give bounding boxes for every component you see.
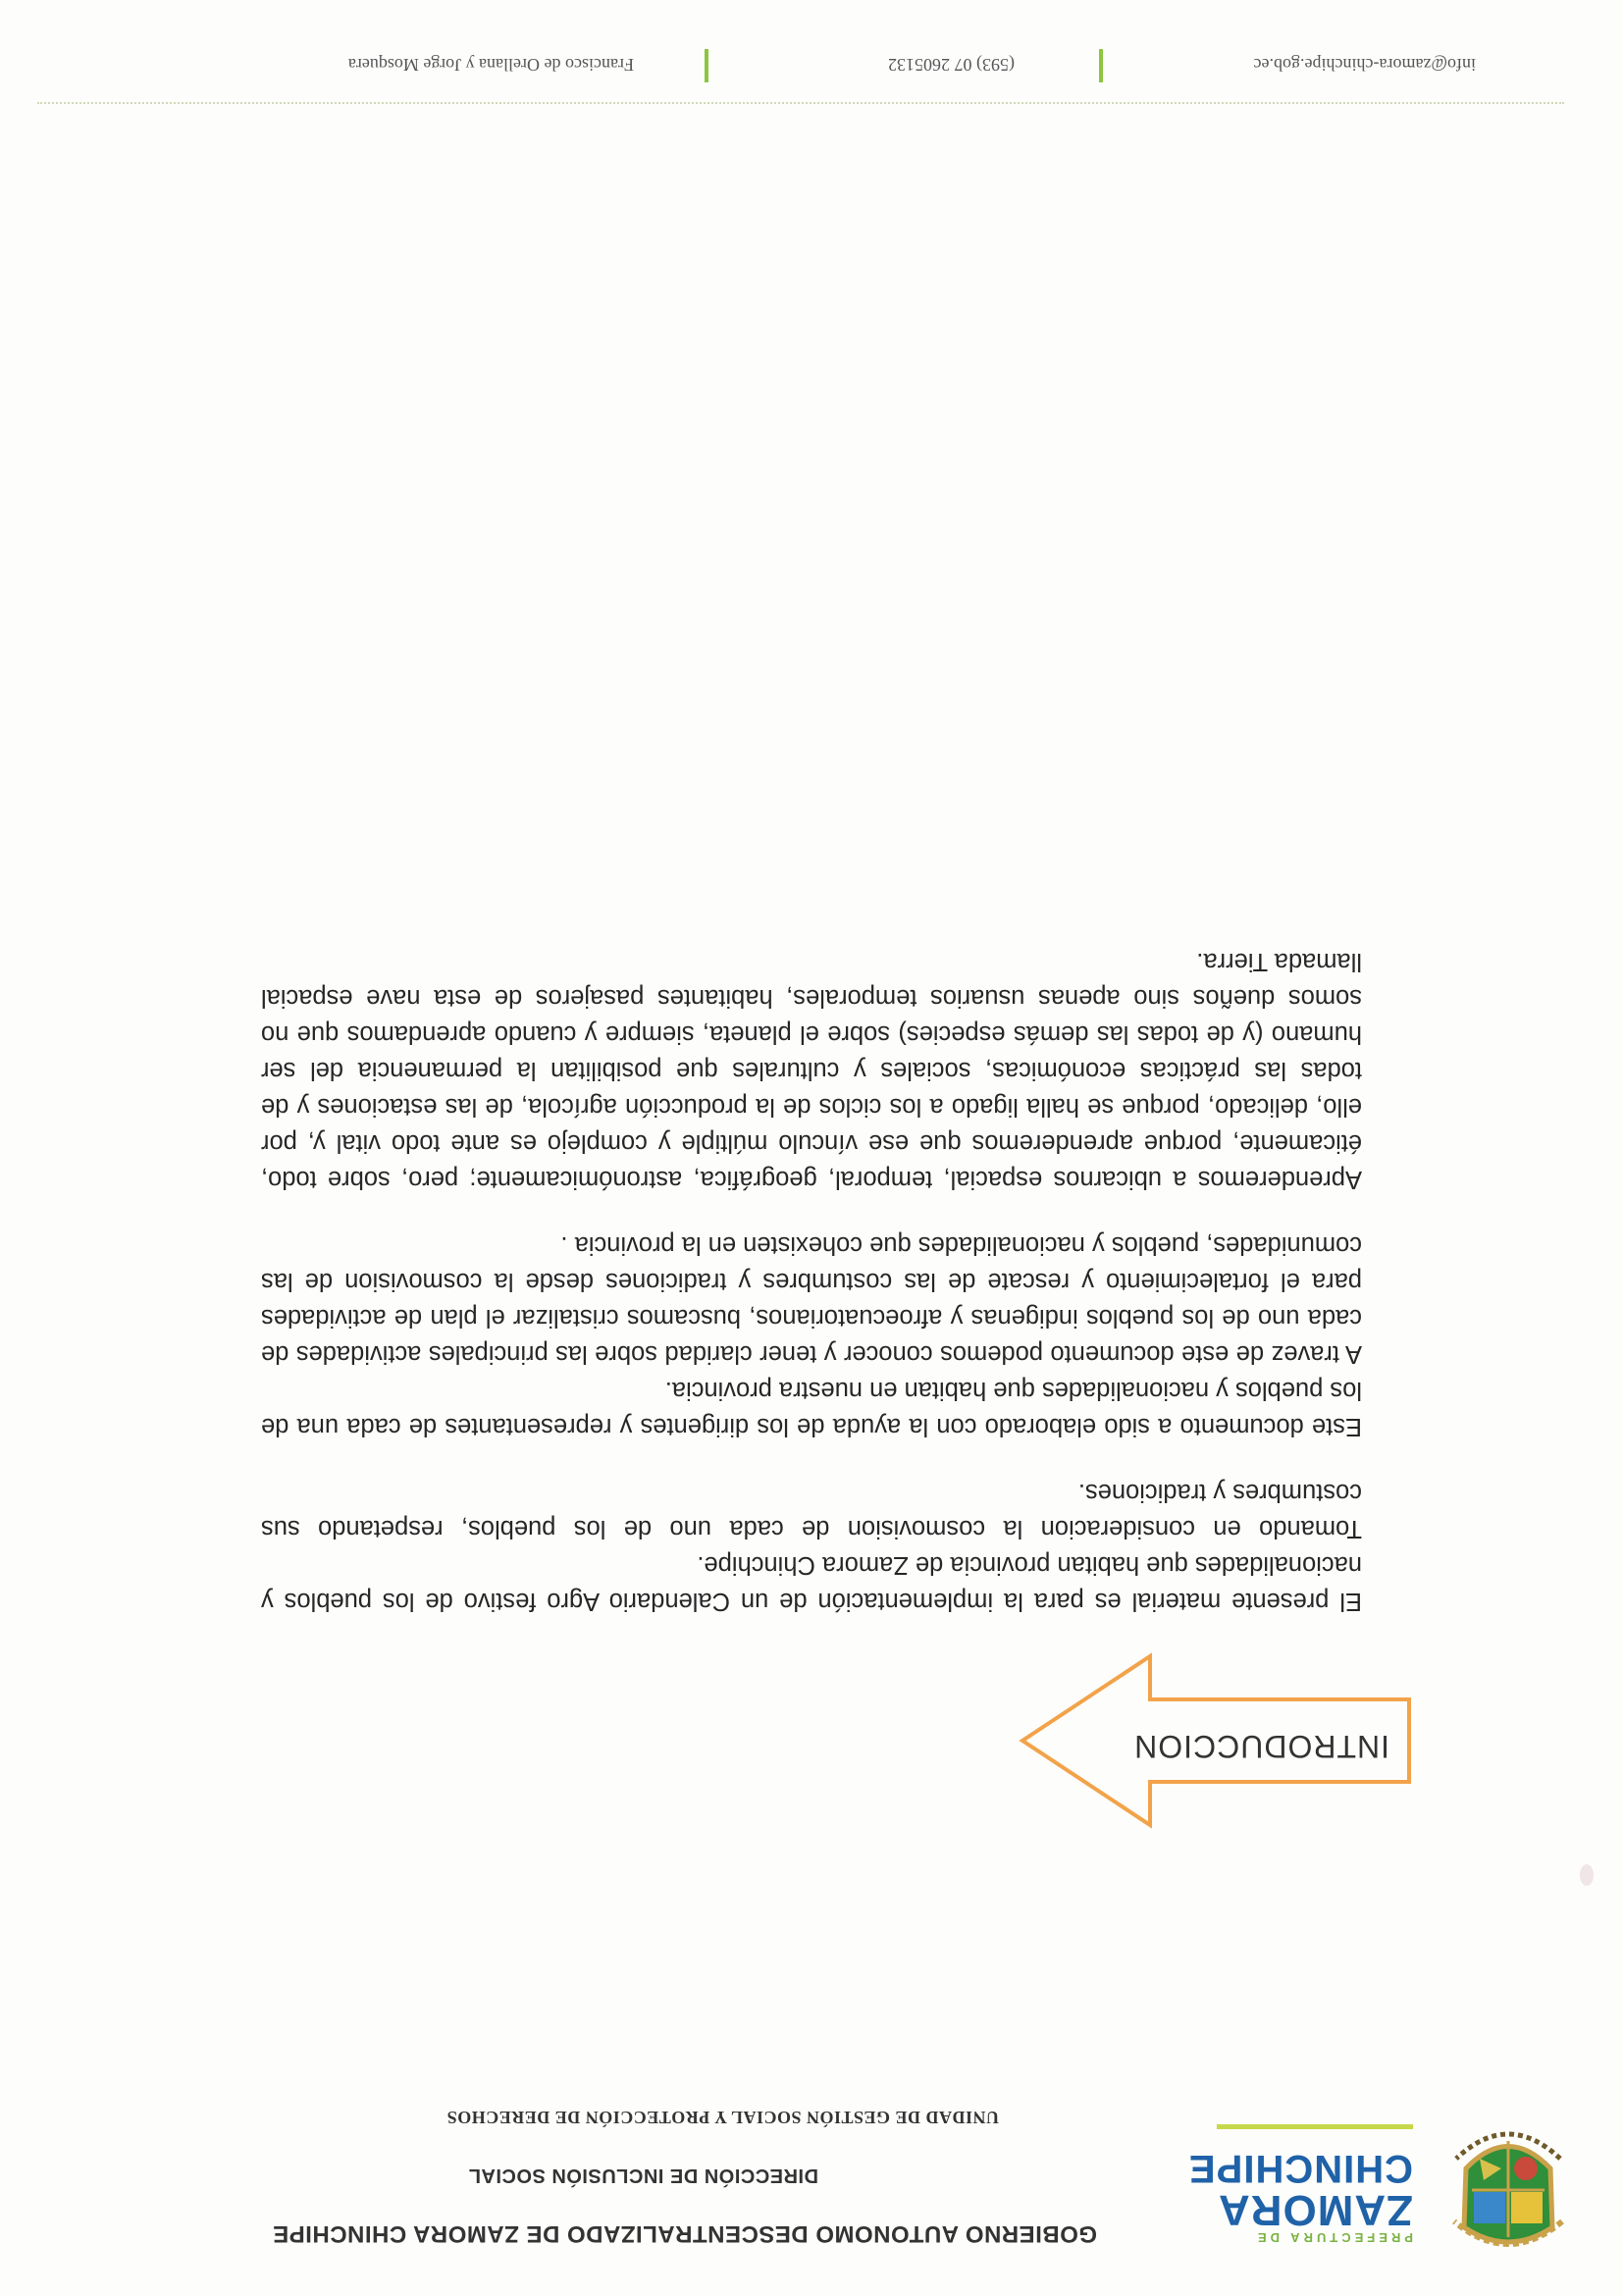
footer-phone: (593) 07 2605132 [888,55,1015,75]
paragraph-2b: A travez de este documento podemos conocer y tener claridad sobre las principales actividades de cada uno de los pueblos indigenas y afroecuatorianos, buscamos cristalizar el plan de actividades para el fortalecimiento y rescate de las costumbres y tradiciones desde la cosmovision de las comunidades, pueblos y nacionalidades que cohexisten en la provincia . [261,1231,1362,1368]
header-title: GOBIERNO AUTONOMO DESCENTRALIZADO DE ZAMORA CHINCHIPE [272,2220,1097,2247]
logo-small-text: PREFECTURA DE [1253,2230,1413,2245]
paragraph-1: El presente material es para la implementación de un Calendario Agro festivo de los pueblos y nacionalidades que habitan provincia de Zamora Chinchipe. [261,1551,1362,1615]
paragraph-2: Este documento a sido elaborado con la ayuda de los dirigentes y representantes de cada una de los pueblos y nacionalidades que habitan en nuestra provincia. [261,1377,1362,1440]
footer-separator [1099,49,1103,82]
footer-separator [705,49,708,82]
section-heading: INTRODUCCION [1133,1729,1389,1764]
logo-line-2: CHINCHIPE [1187,2147,1413,2190]
logo-underline [1217,2124,1413,2129]
paragraph-3: Aprenderemos a ubicarnos espacial, temporal, geográfica, astronómicamente; pero, sobre todo, éticamente, porque aprenderemos que ese vínculo múltiple y complejo es ante todo vital y, por ello, delicado, porque se halla ligado a los ciclos de la producción agrícola, de las estaciones y de todas las prácticas económicas, sociales y culturales que posibilitan la permanencia del ser humano (y de todas las demás especies) sobre el planeta, siempre y cuando aprendamos que no somos dueños sino apenas usuarios temporales, habitantes pasajeros de esta nave espacial llamada Tierra. [261,948,1362,1193]
header-direction: DIRECCIÓN DE INCLUSIÓN SOCIAL [468,2165,818,2186]
footer-divider [37,100,1564,104]
logo-line-1: ZAMORA [1217,2186,1413,2234]
scan-artifact [1580,1864,1594,1886]
footer-email: info@zamora-chinchipe.gob.ec [1253,55,1476,75]
paragraph-1b: Tomando en consideracion la cosmovision de cada uno de los pueblos, respetando sus costumbres y tradiciones. [261,1479,1362,1542]
footer-address: Francisco de Orellana y Jorge Mosquera [347,55,634,75]
section-banner [1017,1652,1413,1829]
coat-of-arms-icon [1435,2119,1582,2267]
header-unit: UNIDAD DE GESTIÓN SOCIAL Y PROTECCIÓN DE DERECHOS [446,2108,999,2127]
body-text [261,913,1362,1619]
